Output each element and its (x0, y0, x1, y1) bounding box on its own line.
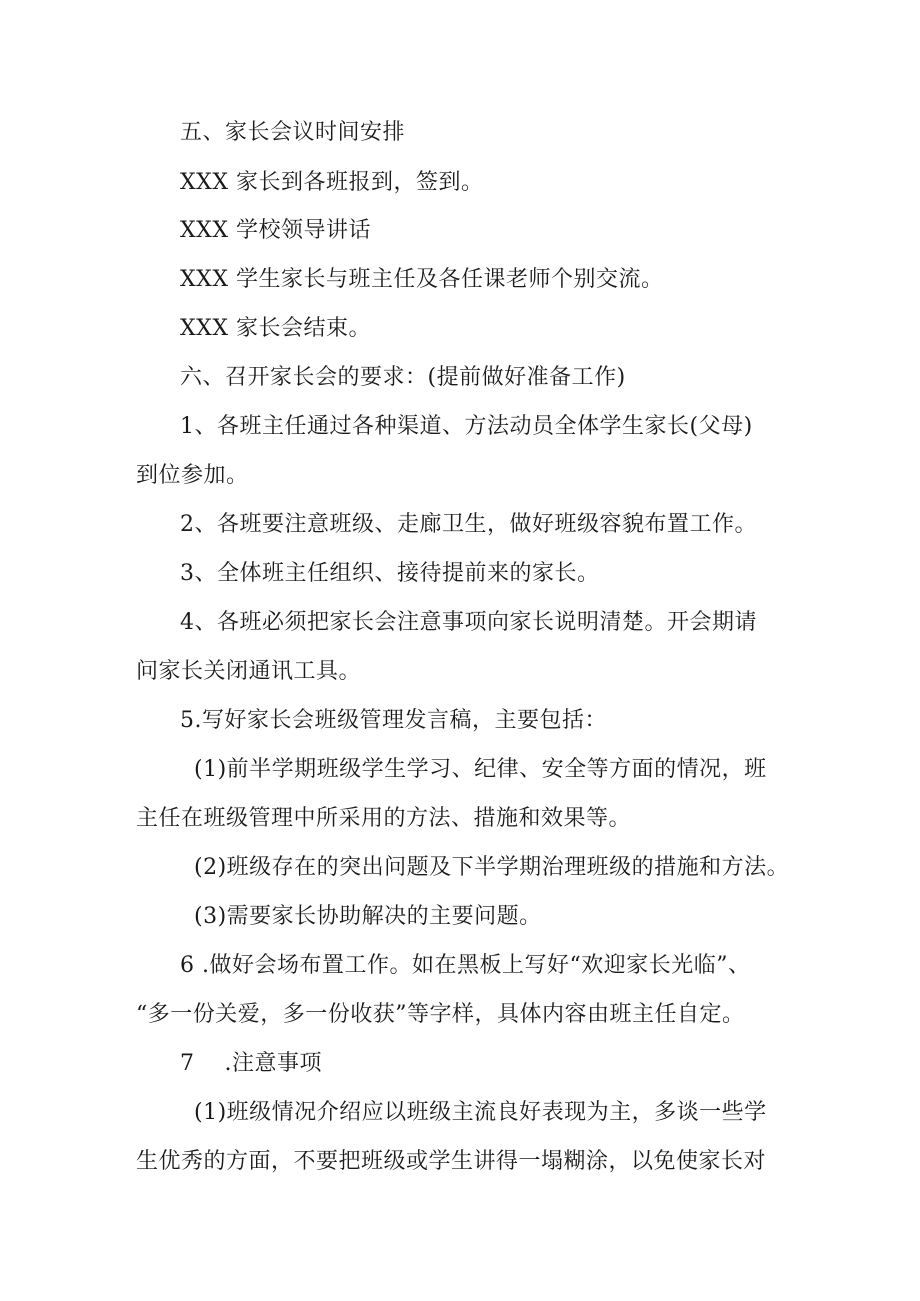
paragraph-line: 5.写好家长会班级管理发言稿，主要包括： (180, 708, 607, 733)
paragraph-line: (1)班级情况介绍应以班级主流良好表现为主，多谈一些学 (194, 1100, 767, 1125)
paragraph-line: 主任在班级管理中所采用的方法、措施和效果等。 (136, 806, 632, 831)
paragraph-line: (2)班级存在的突出问题及下半学期治理班级的措施和方法。 (194, 855, 790, 880)
paragraph-line: 3、全体班主任组织、接待提前来的家长。 (180, 561, 600, 586)
paragraph-line: 2、各班要注意班级、走廊卫生，做好班级容貌布置工作。 (180, 512, 757, 537)
section-heading-6: 六、召开家长会的要求：(提前做好准备工作) (180, 365, 626, 390)
paragraph-line: 4、各班必须把家长会注意事项向家长说明清楚。开会期请 (180, 610, 757, 635)
paragraph-line: (1)前半学期班级学生学习、纪律、安全等方面的情况，班 (194, 757, 767, 782)
paragraph-line: 生优秀的方面，不要把班级或学生讲得一塌糊涂，以免使家长对 (136, 1149, 767, 1174)
paragraph-line: “多一份关爱，多一份收获”等字样，具体内容由班主任自定。 (136, 1002, 745, 1027)
schedule-item: XXX 学校领导讲话 (180, 218, 371, 243)
paragraph-line: 问家长关闭通讯工具。 (136, 659, 362, 684)
paragraph-line: 7 .注意事项 (180, 1051, 322, 1076)
section-heading-5: 五、家长会议时间安排 (180, 120, 406, 145)
paragraph-line: 6 .做好会场布置工作。如在黑板上写好“欢迎家长光临”、 (180, 953, 751, 978)
schedule-item: XXX 家长到各班报到，签到。 (180, 170, 484, 195)
paragraph-line: (3)需要家长协助解决的主要问题。 (194, 904, 542, 929)
schedule-item: XXX 家长会结束。 (180, 316, 371, 341)
paragraph-line: 1、各班主任通过各种渠道、方法动员全体学生家长(父母) (180, 414, 753, 439)
paragraph-line: 到位参加。 (136, 463, 249, 488)
schedule-item: XXX 学生家长与班主任及各任课老师个别交流。 (180, 267, 664, 292)
